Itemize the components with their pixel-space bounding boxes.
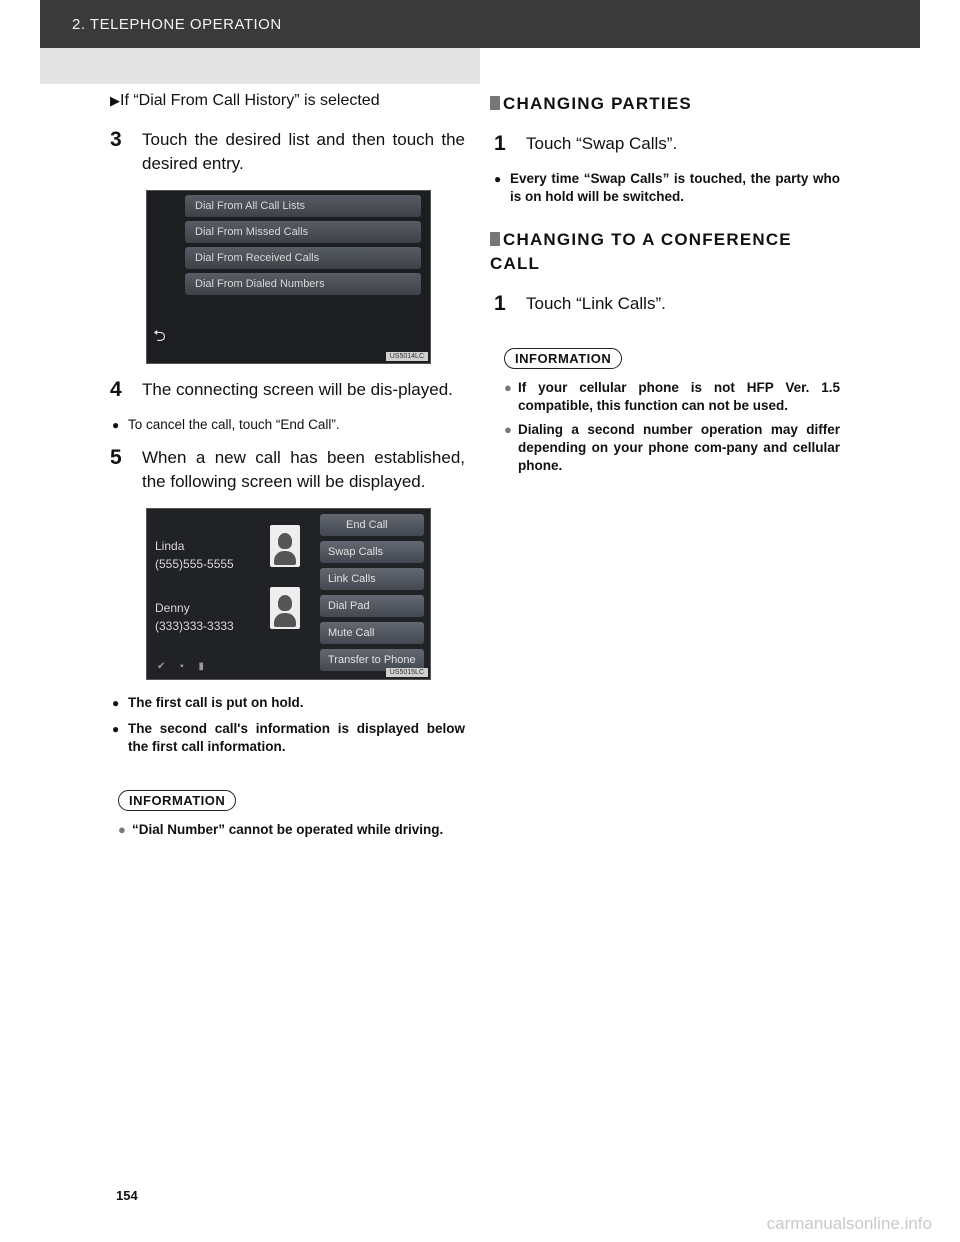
party1-name: Linda: [155, 539, 185, 553]
avatar: [270, 525, 300, 567]
call-history-screen: [146, 190, 431, 364]
bullet-dot-icon: ●: [494, 172, 502, 186]
swap-calls-button[interactable]: Swap Calls: [320, 541, 424, 563]
bullet-swap-calls: ● Every time “Swap Calls” is touched, the party who is on hold will be switched.: [494, 171, 840, 204]
bullet-first-call-hold: ● The first call is put on hold.: [112, 695, 304, 710]
bullet-dot-icon: ●: [112, 696, 120, 710]
page-section-title: 2. TELEPHONE OPERATION: [72, 16, 282, 33]
step-number: 1: [494, 132, 506, 155]
status-icons: ✔ ▪ ▮: [157, 661, 210, 672]
information-badge: INFORMATION: [118, 790, 236, 811]
conference-call-screen: [146, 508, 431, 680]
party2-name: Denny: [155, 601, 190, 615]
menu-item-dialed-numbers[interactable]: Dial From Dialed Numbers: [185, 273, 421, 295]
step-text: The connecting screen will be dis-played.: [142, 380, 453, 399]
transfer-to-phone-button[interactable]: Transfer to Phone: [320, 649, 424, 671]
step-text: Touch “Swap Calls”.: [526, 134, 678, 153]
step-text: Touch “Link Calls”.: [526, 294, 666, 313]
info-item: ● If your cellular phone is not HFP Ver. 1.5 compatible, this function can not be used.: [504, 380, 840, 413]
section-changing-parties: CHANGING PARTIES: [490, 92, 840, 116]
bullet-cancel-call: ● To cancel the call, touch “End Call”.: [112, 417, 340, 432]
section-conference-call: CHANGING TO A CONFERENCE CALL: [490, 230, 792, 273]
bullet-dot-icon: ●: [112, 722, 120, 736]
info-item: ● “Dial Number” cannot be operated while driving.: [118, 822, 444, 837]
step-text: Touch the desired list and then touch the desired entry.: [142, 130, 465, 173]
left-column: [100, 90, 465, 845]
step-5: [100, 446, 465, 494]
header-subbar: [40, 48, 480, 84]
party2-number: (333)333-3333: [155, 619, 234, 633]
step-number: 1: [494, 292, 506, 315]
step-1-link: [490, 292, 840, 316]
figure-code: US5014LC: [386, 352, 428, 361]
step-text: When a new call has been established, the following screen will be displayed.: [142, 448, 465, 491]
info-item: ● Dialing a second number operation may differ depending on your phone com-pany and cellular phone.: [504, 422, 840, 473]
step-4: [100, 378, 465, 402]
watermark: carmanualsonline.info: [766, 1214, 932, 1233]
information-badge: INFORMATION: [504, 348, 622, 369]
menu-item-all-calls[interactable]: Dial From All Call Lists: [185, 195, 421, 217]
bullet-dot-icon: ●: [118, 822, 126, 837]
party1-number: (555)555-5555: [155, 557, 234, 571]
bullet-second-call-info: ● The second call's information is displayed below the first call information.: [112, 721, 465, 754]
step-3: [100, 128, 465, 176]
subselection-heading: [110, 92, 465, 110]
bullet-dot-icon: ●: [112, 418, 120, 432]
menu-item-received-calls[interactable]: Dial From Received Calls: [185, 247, 421, 269]
step-1-swap: [490, 132, 840, 156]
page-number: 154: [116, 1188, 138, 1203]
section-square-icon: [490, 232, 500, 246]
right-column: [490, 90, 840, 481]
link-calls-button[interactable]: Link Calls: [320, 568, 424, 590]
bullet-dot-icon: ●: [504, 422, 512, 437]
step-number: 4: [110, 378, 122, 401]
back-icon[interactable]: ⮌: [153, 328, 166, 345]
mute-call-button[interactable]: Mute Call: [320, 622, 424, 644]
triangle-right-icon: ▶: [110, 93, 120, 108]
avatar: [270, 587, 300, 629]
end-call-button[interactable]: End Call: [320, 514, 424, 536]
dial-pad-button[interactable]: Dial Pad: [320, 595, 424, 617]
step-number: 3: [110, 128, 122, 151]
bullet-dot-icon: ●: [504, 380, 512, 395]
step-number: 5: [110, 446, 122, 469]
section-square-icon: [490, 96, 500, 110]
subselection-text: If “Dial From Call History” is selected: [120, 92, 380, 109]
menu-item-missed-calls[interactable]: Dial From Missed Calls: [185, 221, 421, 243]
figure-code: US5015LC: [386, 668, 428, 677]
